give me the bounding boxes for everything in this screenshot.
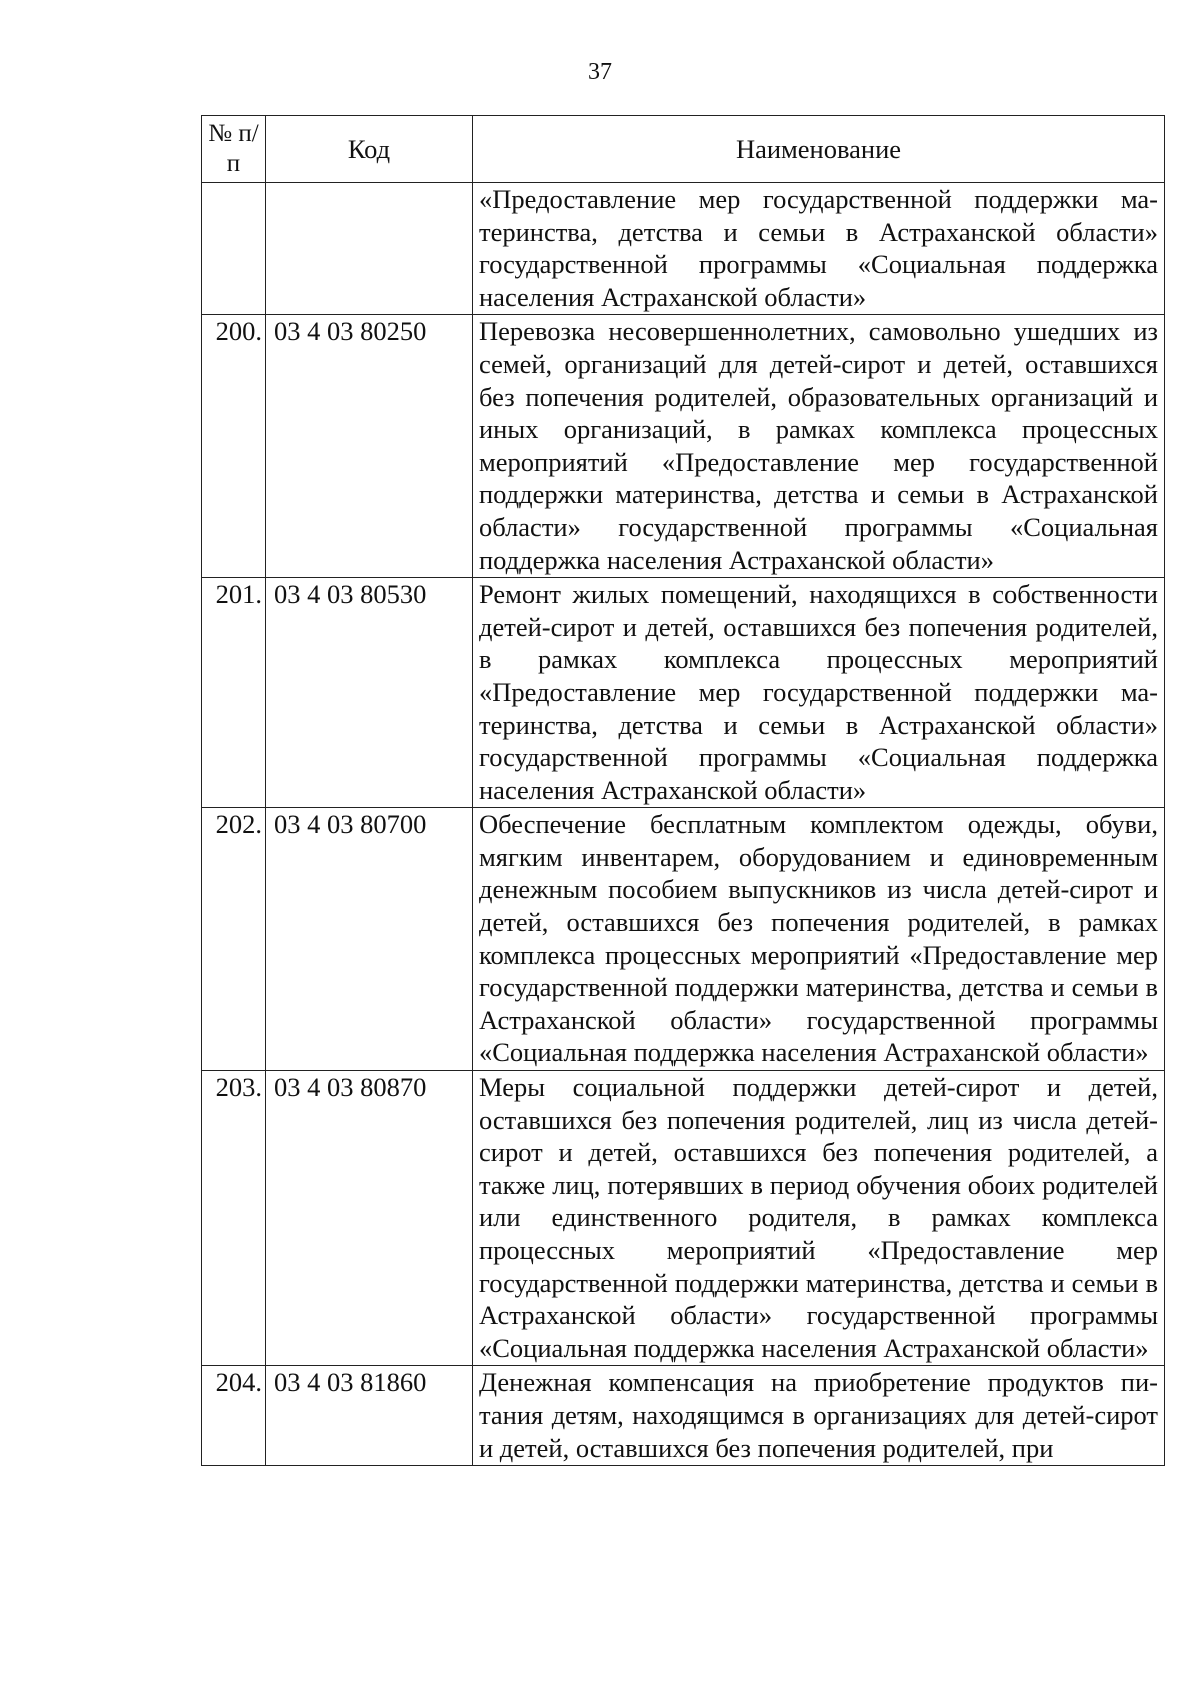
row-code: 03 4 03 80250 bbox=[266, 315, 473, 578]
header-code: Код bbox=[266, 116, 473, 183]
header-name: Наименование bbox=[473, 116, 1165, 183]
row-num: 203. bbox=[202, 1071, 266, 1366]
budget-code-table bbox=[201, 115, 1165, 1466]
page-number: 37 bbox=[588, 59, 612, 85]
row-num: 200. bbox=[202, 315, 266, 578]
header-num: № п/п bbox=[202, 116, 266, 183]
table-row bbox=[202, 578, 1165, 808]
table-row bbox=[202, 1366, 1165, 1466]
table-row bbox=[202, 183, 1165, 315]
row-code: 03 4 03 80530 bbox=[266, 578, 473, 808]
row-num: 204. bbox=[202, 1366, 266, 1466]
row-num bbox=[202, 183, 266, 315]
row-num: 201. bbox=[202, 578, 266, 808]
row-name: Денежная компенсация на приобретение продуктов питания детям, находящимся в организациях для детей-сирот и детей, оставшихся без попечения родителей, при bbox=[473, 1366, 1165, 1466]
row-code: 03 4 03 80870 bbox=[266, 1071, 473, 1366]
row-num: 202. bbox=[202, 808, 266, 1071]
row-code: 03 4 03 80700 bbox=[266, 808, 473, 1071]
row-name: Ремонт жилых помещений, находящихся в собственности детей-сирот и детей, оставшихся без попечения родителей, в рамках комплекса процессных мероприятий «Предоставление мер государственной поддержки материнства, детства и семьи в Астраханской области» государственной программы «Социальная поддержка населения Астраханской области» bbox=[473, 578, 1165, 808]
row-name: Перевозка несовершеннолетних, самовольно ушедших из семей, организаций для детей-сирот и детей, оставшихся без попечения родителей, образовательных организаций и иных организаций, в рамках комплекса процессных мероприятий «Предоставление мер государственной поддержки материнства, детства и семьи в Астраханской области» государственной программы «Социальная поддержка населения Астраханской области» bbox=[473, 315, 1165, 578]
row-code: 03 4 03 81860 bbox=[266, 1366, 473, 1466]
table-row bbox=[202, 1071, 1165, 1366]
row-name: Обеспечение бесплатным комплектом одежды, обуви, мягким инвентарем, оборудованием и единовременным денежным пособием выпускников из числа детей-сирот и детей, оставшихся без попечения родителей, в рамках комплекса процессных мероприятий «Предоставление мер государственной поддержки материнства, детства и семьи в Астраханской области» государственной программы «Социальная поддержка населения Астраханской области» bbox=[473, 808, 1165, 1071]
row-name: «Предоставление мер государственной поддержки материнства, детства и семьи в Астраханской области» государственной программы «Социальная поддержка населения Астраханской области» bbox=[473, 183, 1165, 315]
row-name: Меры социальной поддержки детей-сирот и детей, оставшихся без попечения родителей, лиц из числа детей-сирот и детей, оставшихся без попечения родителей, а также лиц, потерявших в период обучения обоих родителей или единственного родителя, в рамках комплекса процессных мероприятий «Предоставление мер государственной поддержки материнства, детства и семьи в Астраханской области» государственной программы «Социальная поддержка населения Астраханской области» bbox=[473, 1071, 1165, 1366]
table-row bbox=[202, 315, 1165, 578]
table-header-row bbox=[202, 116, 1165, 183]
table-row bbox=[202, 808, 1165, 1071]
row-code bbox=[266, 183, 473, 315]
